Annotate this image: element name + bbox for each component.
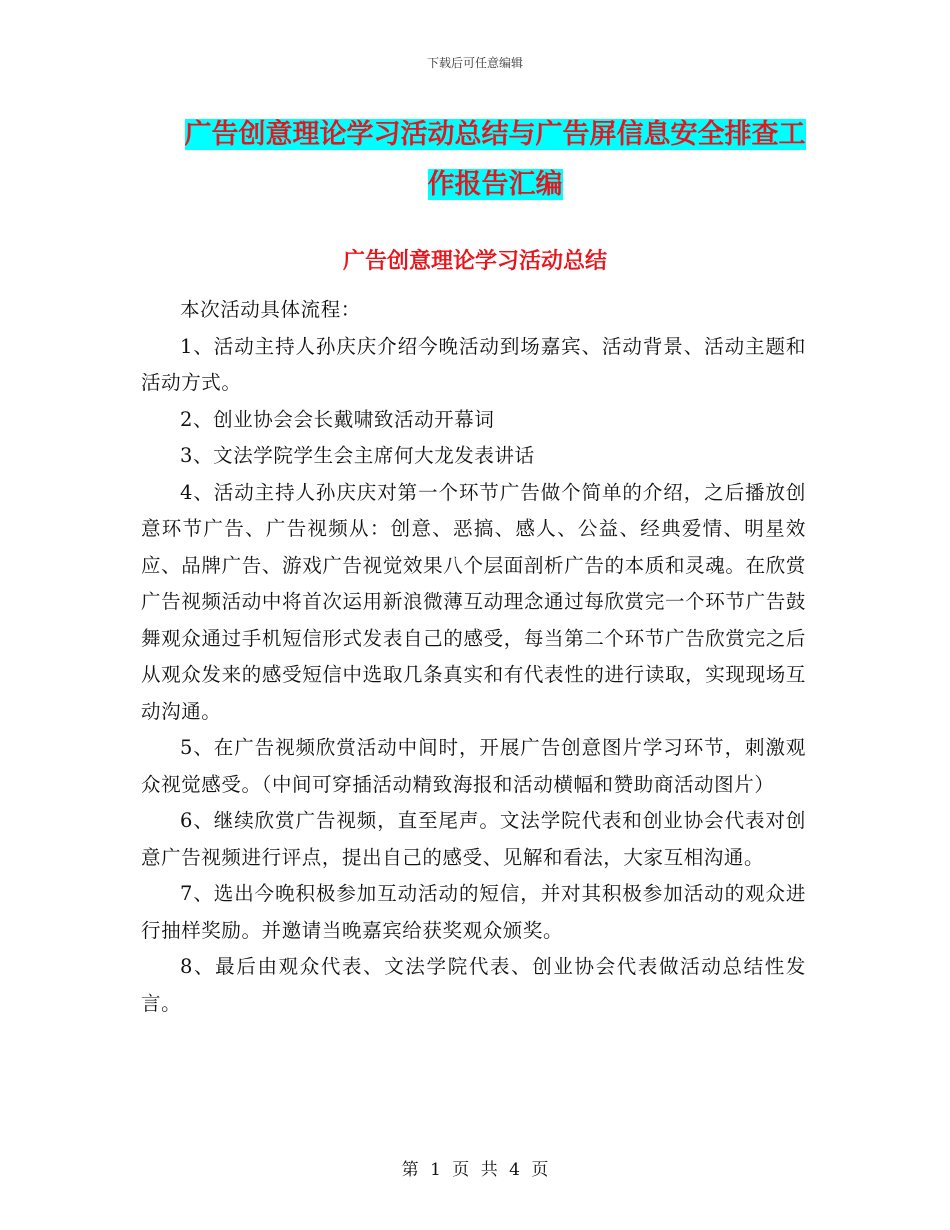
paragraph-intro: 本次活动具体流程： xyxy=(180,298,361,321)
paragraph-step-1: 1、活动主持人孙庆庆介绍今晚活动到场嘉宾、活动背景、活动主题和活动方式。 xyxy=(141,334,806,394)
paragraph-step-4: 4、活动主持人孙庆庆对第一个环节广告做个简单的介绍，之后播放创意环节广告、广告视频从：创意、恶搞、感人、公益、经典爱情、明星效应、品牌广告、游戏广告视觉效果八个层面剖析广告的本质和灵魂。在欣赏广告视频活动中将首次运用新浪微薄互动理念通过每欣赏完一个环节广告鼓舞观众通过手机短信形式发表自己的感受，每当第二个环节广告欣赏完之后从观众发来的感受短信中选取几条真实和有代表性的进行读取，实现现场互动沟通。 xyxy=(141,480,806,723)
paragraph-step-2: 2、创业协会会长戴啸致活动开幕词 xyxy=(180,407,495,431)
document-title-text: 广告创意理论学习活动总结与广告屏信息安全排查工作报告汇编 xyxy=(184,119,806,200)
document-title xyxy=(180,110,810,210)
header-note: 下载后可任意编辑 xyxy=(426,56,523,70)
paragraph-step-7: 7、选出今晚积极参加互动活动的短信，并对其积极参加活动的观众进行抽样奖励。并邀请当晚嘉宾给获奖观众颁奖。 xyxy=(141,882,806,942)
paragraph-step-6: 6、继续欣赏广告视频，直至尾声。文法学院代表和创业协会代表对创意广告视频进行评点，提出自己的感受、见解和看法，大家互相沟通。 xyxy=(141,809,806,869)
section-title: 广告创意理论学习活动总结 xyxy=(342,248,607,274)
page-footer: 第 1 页 共 4 页 xyxy=(401,1160,549,1180)
paragraph-step-3: 3、文法学院学生会主席何大龙发表讲话 xyxy=(180,444,535,467)
paragraph-step-5: 5、在广告视频欣赏活动中间时，开展广告创意图片学习环节，刺激观众视觉感受。（中间可穿插活动精致海报和活动横幅和赞助商活动图片） xyxy=(141,736,806,796)
body-text xyxy=(141,292,806,1022)
paragraph-step-8: 8、最后由观众代表、文法学院代表、创业协会代表做活动总结性发言。 xyxy=(141,955,806,1015)
